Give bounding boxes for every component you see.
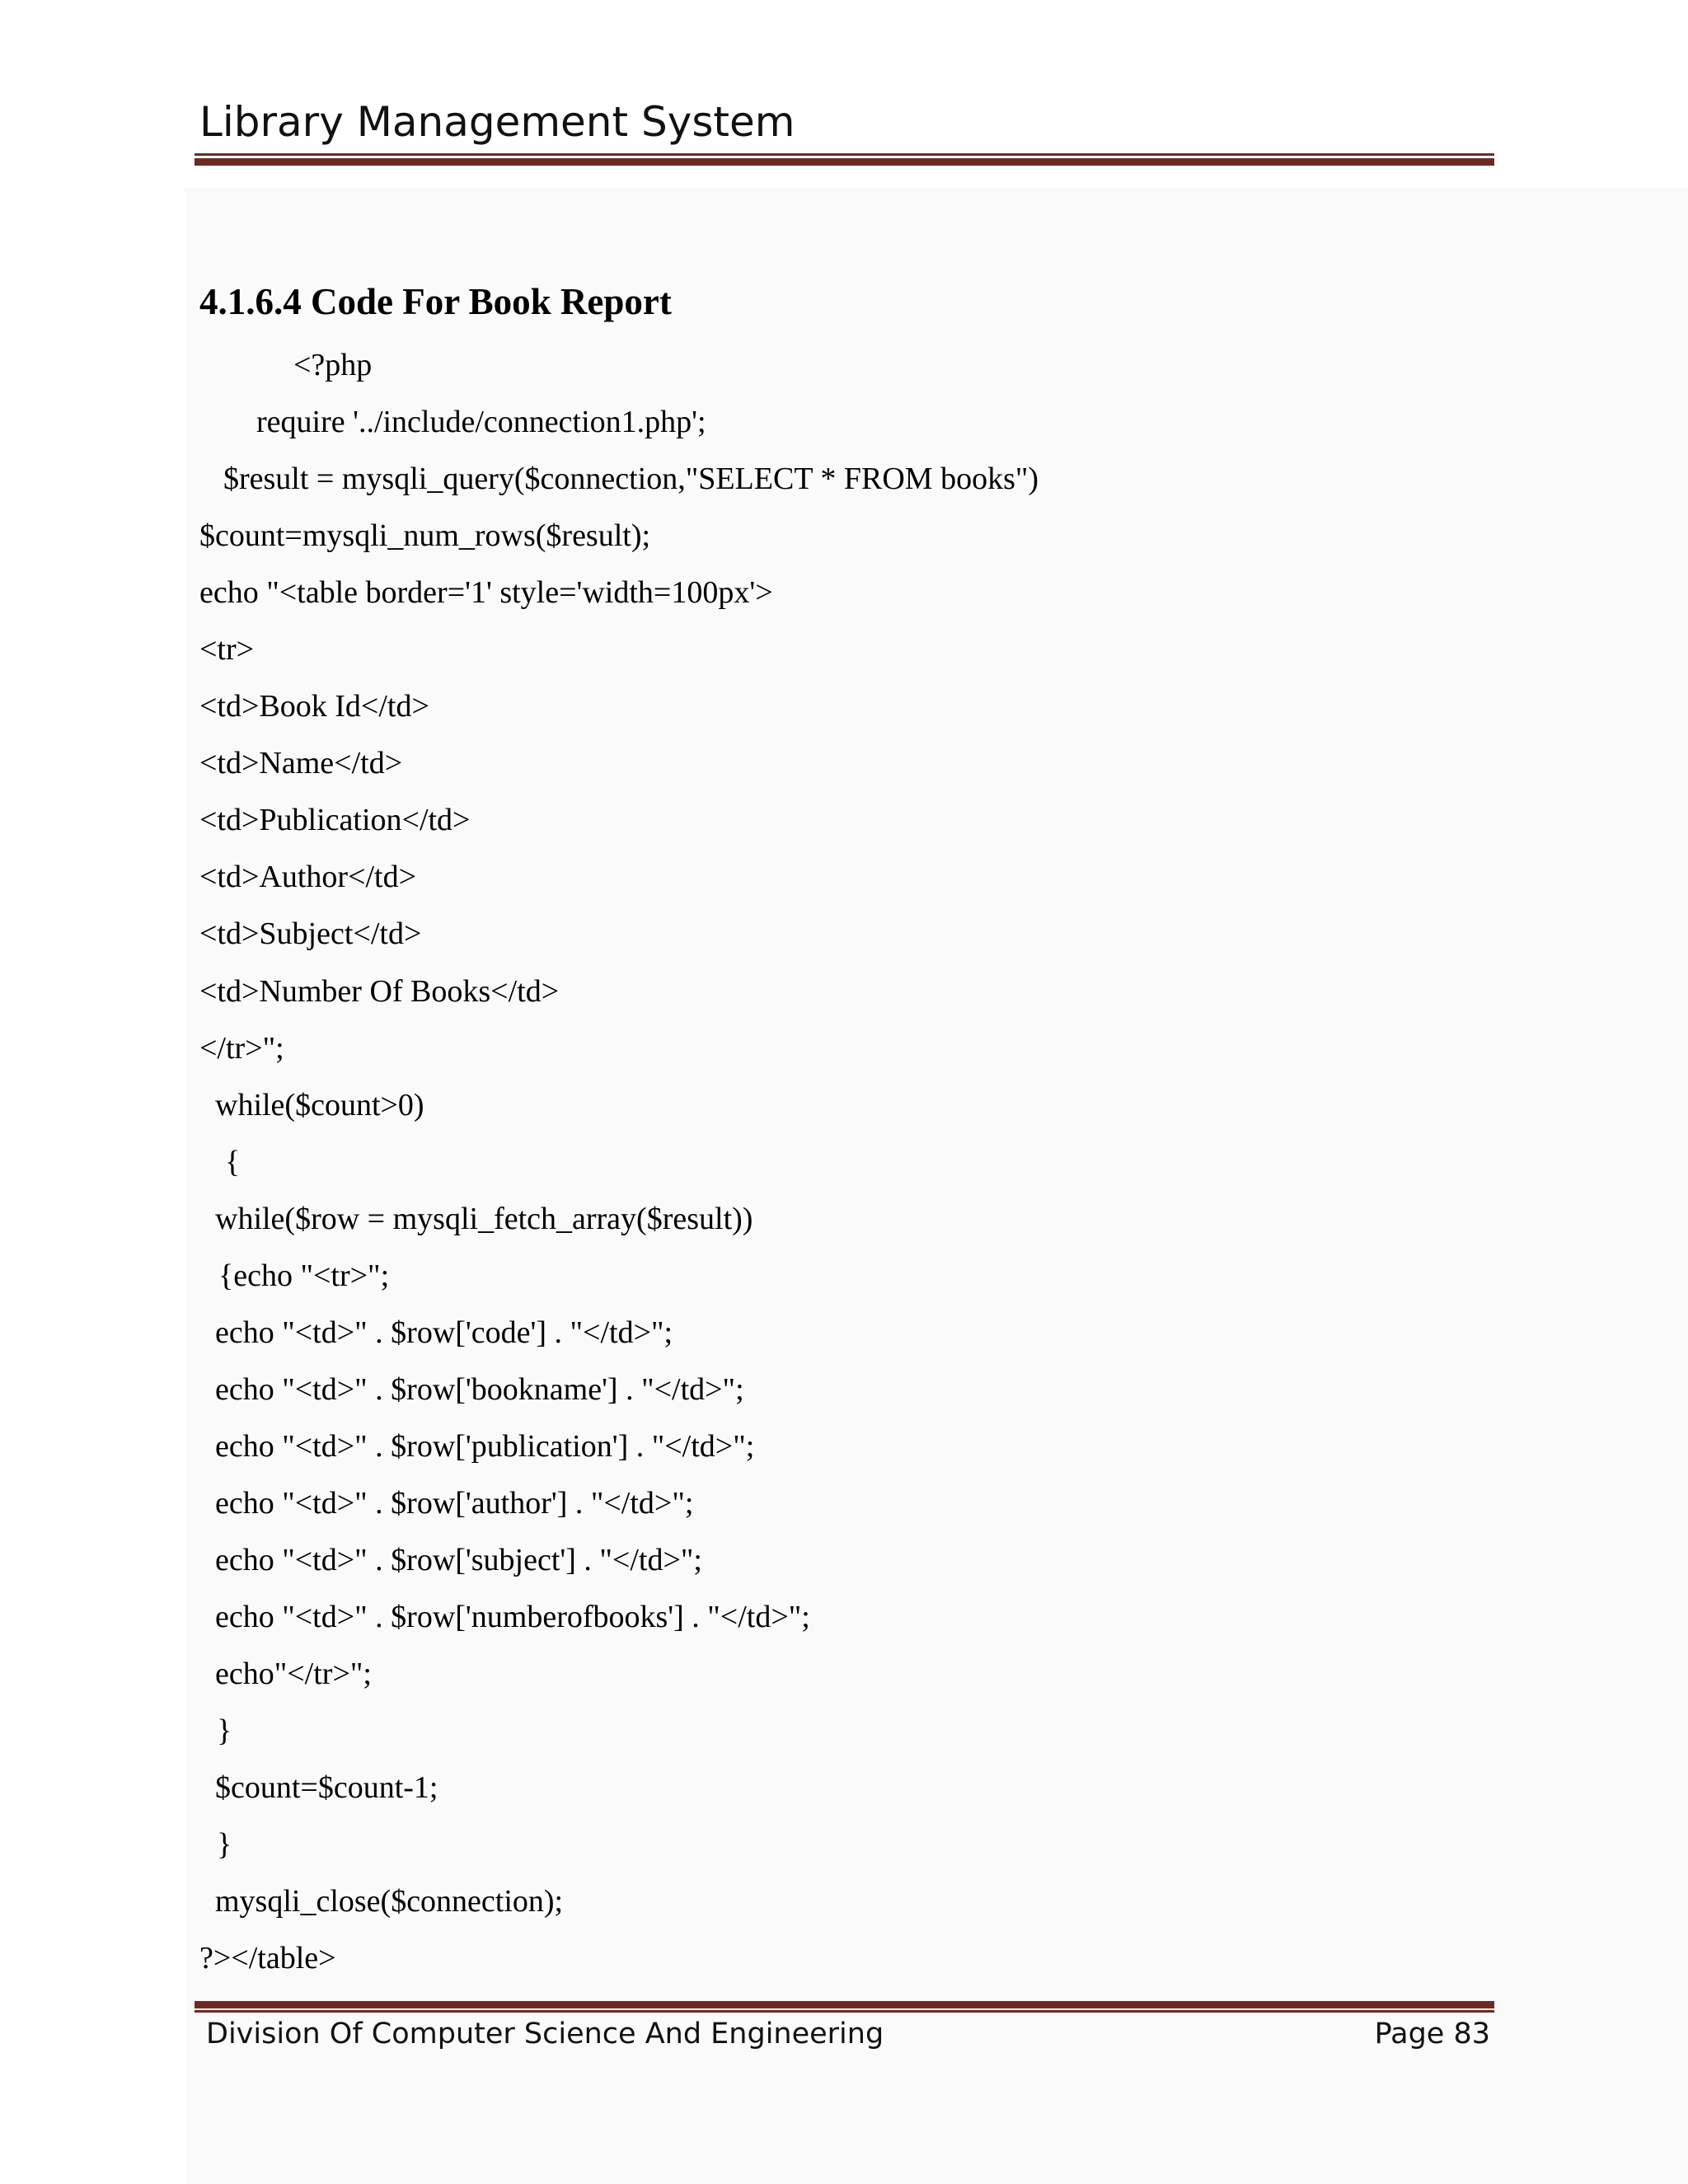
code-line: echo "<td>" . $row['author'] . "</td>"; <box>215 1486 694 1521</box>
code-line: <td>Publication</td> <box>199 803 471 837</box>
footer-page-number: Page 83 <box>1374 2018 1490 2050</box>
code-line: echo "<td>" . $row['code'] . "</td>"; <box>215 1315 673 1350</box>
code-line: echo "<td>" . $row['publication'] . "</td>"; <box>215 1429 755 1464</box>
code-line: } <box>217 1827 232 1862</box>
code-line: $result = mysqli_query($connection,"SELECT * FROM books") <box>223 462 1039 496</box>
header-rule-thin <box>195 153 1494 156</box>
code-line: ?></table> <box>199 1941 336 1975</box>
code-line: while($count>0) <box>215 1088 424 1122</box>
code-line: <?php <box>293 348 373 382</box>
code-line: <tr> <box>199 632 255 667</box>
footer-department: Division Of Computer Science And Engineering <box>206 2018 884 2050</box>
code-line: {echo "<tr>"; <box>218 1258 390 1293</box>
page-header-title: Library Management System <box>199 98 795 146</box>
code-line: } <box>217 1713 232 1748</box>
code-line: mysqli_close($connection); <box>215 1884 564 1919</box>
code-line: <td>Name</td> <box>199 746 403 780</box>
code-line: echo "<td>" . $row['subject'] . "</td>"; <box>215 1543 702 1577</box>
header-rule-thick <box>195 158 1494 166</box>
section-heading: 4.1.6.4 Code For Book Report <box>199 281 672 322</box>
code-line: require '../include/connection1.php'; <box>256 405 706 439</box>
code-line: $count=$count-1; <box>215 1770 438 1805</box>
code-line: { <box>225 1145 241 1179</box>
code-line: <td>Subject</td> <box>199 916 422 951</box>
code-line: </tr>"; <box>199 1031 284 1066</box>
code-line: echo"</tr>"; <box>215 1657 372 1691</box>
code-line: <td>Book Id</td> <box>199 689 429 724</box>
code-line: echo "<td>" . $row['numberofbooks'] . "</td>"; <box>215 1600 810 1634</box>
code-line: while($row = mysqli_fetch_array($result)) <box>215 1202 753 1236</box>
footer-rule-thin <box>195 2010 1494 2013</box>
code-line: <td>Number Of Books</td> <box>199 974 560 1009</box>
code-line: $count=mysqli_num_rows($result); <box>199 518 651 553</box>
code-line: echo "<table border='1' style='width=100px'> <box>199 575 773 610</box>
code-line: echo "<td>" . $row['bookname'] . "</td>"; <box>215 1372 744 1407</box>
footer-rule-thick <box>195 2001 1494 2008</box>
code-line: <td>Author</td> <box>199 860 417 894</box>
